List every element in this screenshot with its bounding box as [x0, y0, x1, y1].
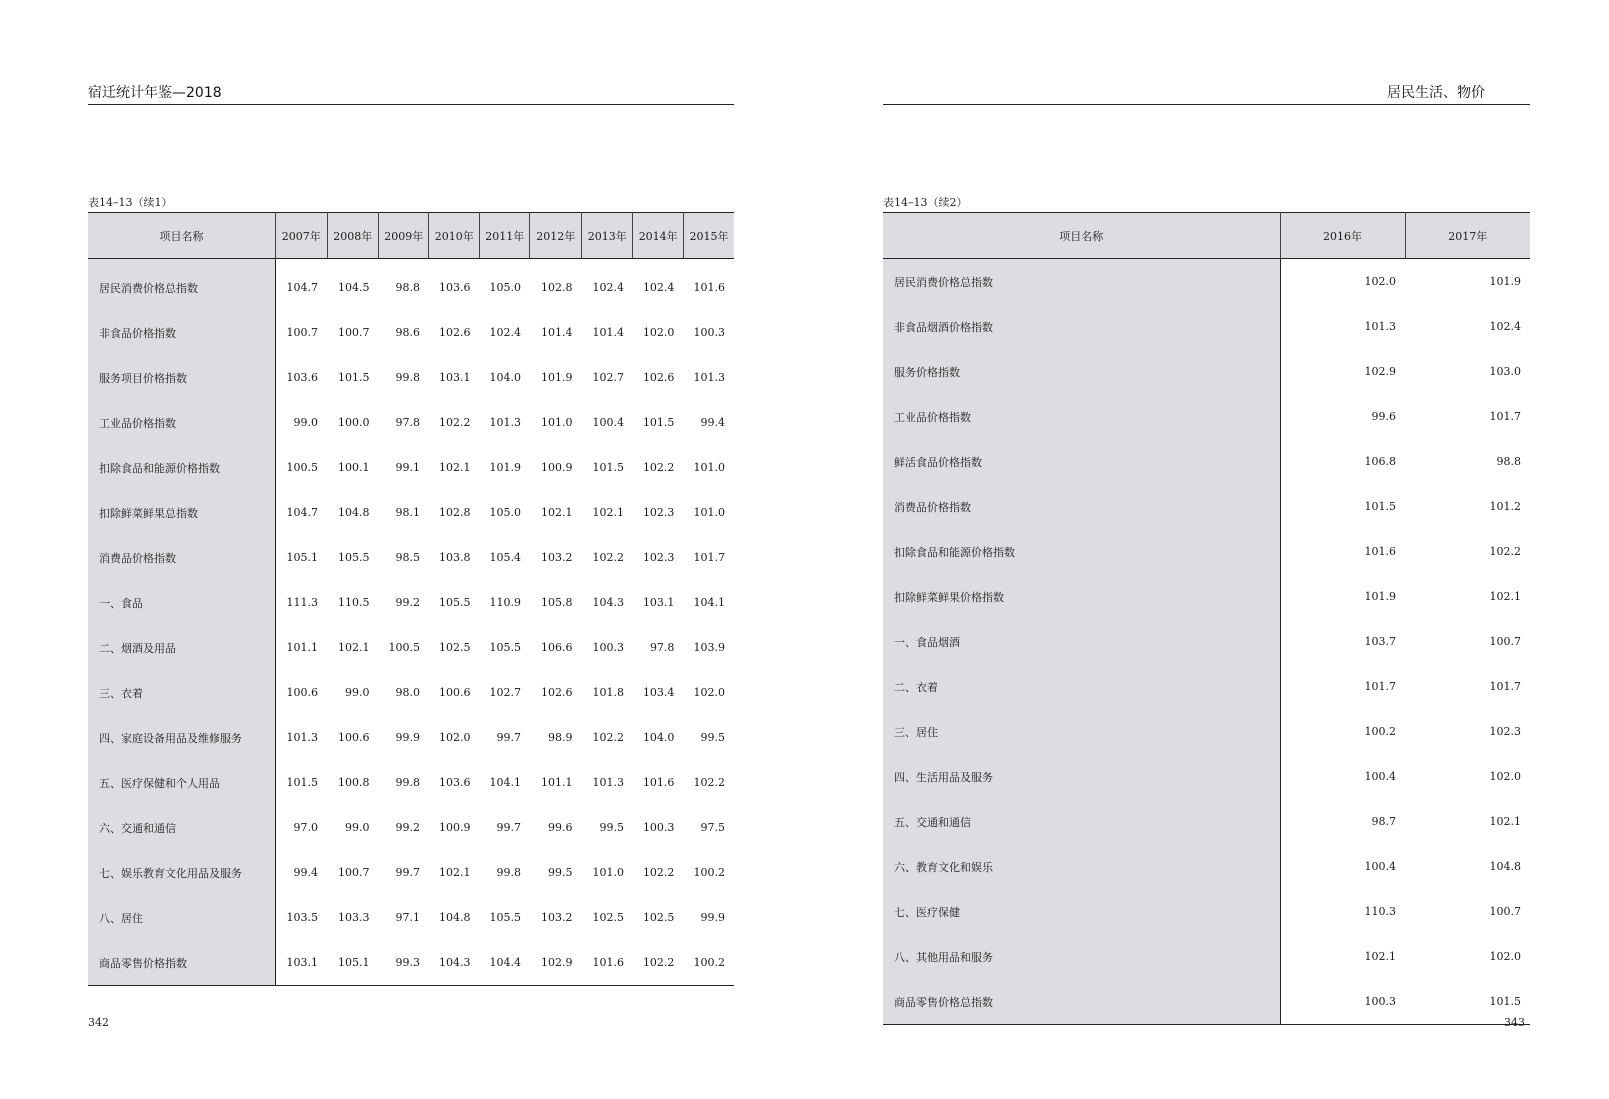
row-label: 二、衣着 — [883, 664, 1280, 709]
column-header-year: 2017年 — [1405, 213, 1530, 259]
row-label: 工业品价格指数 — [883, 394, 1280, 439]
table-row — [883, 529, 1530, 574]
row-label: 工业品价格指数 — [88, 400, 276, 445]
row-label: 服务项目价格指数 — [88, 355, 276, 400]
index-value: 101.6 — [642, 776, 675, 789]
table-row — [88, 400, 734, 445]
index-value: 101.5 — [1489, 995, 1521, 1008]
index-value: 101.9 — [1364, 590, 1396, 603]
index-value: 101.3 — [489, 416, 521, 429]
index-value: 104.1 — [489, 776, 521, 789]
row-label: 二、烟酒及用品 — [88, 625, 276, 670]
index-value: 106.8 — [1364, 455, 1396, 468]
index-value: 101.2 — [1489, 500, 1521, 513]
row-label: 六、教育文化和娱乐 — [883, 844, 1280, 889]
table-row — [88, 850, 734, 895]
index-value: 101.0 — [540, 416, 573, 429]
index-value: 97.8 — [649, 641, 675, 654]
table-row — [883, 889, 1530, 934]
index-value: 105.8 — [540, 596, 573, 609]
index-value: 100.3 — [693, 326, 725, 339]
price-index-table — [883, 212, 1530, 1025]
header-rule — [883, 104, 1530, 105]
index-value: 101.5 — [1364, 500, 1396, 513]
index-value: 102.3 — [642, 551, 675, 564]
index-value: 102.5 — [438, 641, 471, 654]
index-value: 105.1 — [338, 956, 370, 969]
index-value: 102.2 — [438, 416, 471, 429]
index-value: 102.2 — [1489, 545, 1521, 558]
row-label: 八、其他用品和服务 — [883, 934, 1280, 979]
row-label: 扣除鲜菜鲜果价格指数 — [883, 574, 1280, 619]
index-value: 104.0 — [642, 731, 675, 744]
row-label: 六、交通和通信 — [88, 805, 276, 850]
table-row — [88, 625, 734, 670]
index-value: 100.7 — [1489, 905, 1521, 918]
index-value: 101.3 — [286, 731, 318, 744]
index-value: 100.9 — [438, 821, 471, 834]
index-value: 100.7 — [338, 326, 370, 339]
index-value: 105.4 — [489, 551, 521, 564]
table-row — [88, 535, 734, 580]
row-label: 四、家庭设备用品及维修服务 — [88, 715, 276, 760]
index-value: 99.8 — [496, 866, 521, 879]
index-value: 101.7 — [1489, 680, 1521, 693]
index-value: 102.1 — [438, 461, 471, 474]
index-value: 103.9 — [693, 641, 725, 654]
table-row — [88, 310, 734, 355]
table-row — [883, 574, 1530, 619]
index-value: 100.6 — [286, 686, 318, 699]
index-value: 100.0 — [338, 416, 370, 429]
column-header-year: 2013年 — [581, 213, 633, 259]
index-value: 99.5 — [547, 866, 573, 879]
row-label: 商品零售价格总指数 — [883, 979, 1280, 1025]
index-value: 101.7 — [1364, 680, 1396, 693]
row-label: 七、医疗保健 — [883, 889, 1280, 934]
index-value: 99.0 — [293, 416, 318, 429]
index-value: 99.4 — [700, 416, 725, 429]
table-body — [88, 259, 734, 986]
index-value: 106.6 — [540, 641, 573, 654]
index-value: 102.2 — [592, 551, 624, 564]
row-label: 服务价格指数 — [883, 349, 1280, 394]
index-value: 105.5 — [438, 596, 471, 609]
table-row — [88, 490, 734, 535]
index-value: 101.9 — [1489, 275, 1521, 288]
index-value: 104.3 — [592, 596, 624, 609]
table-row — [88, 259, 734, 311]
index-value: 99.8 — [395, 371, 420, 384]
row-label: 扣除食品和能源价格指数 — [883, 529, 1280, 574]
index-value: 101.5 — [338, 371, 370, 384]
table-row — [883, 439, 1530, 484]
row-label: 商品零售价格指数 — [88, 940, 276, 986]
index-value: 102.7 — [489, 686, 521, 699]
table-header — [883, 213, 1530, 259]
column-header-item-name: 项目名称 — [883, 213, 1280, 259]
index-value: 105.0 — [489, 506, 521, 519]
index-value: 104.7 — [286, 281, 318, 294]
index-value: 102.2 — [642, 461, 675, 474]
index-value: 103.6 — [438, 776, 471, 789]
index-value: 98.8 — [395, 281, 420, 294]
row-label: 五、医疗保健和个人用品 — [88, 760, 276, 805]
index-value: 101.0 — [693, 461, 725, 474]
index-value: 105.5 — [338, 551, 370, 564]
index-value: 102.4 — [592, 281, 624, 294]
index-value: 100.5 — [286, 461, 318, 474]
header-row — [883, 213, 1530, 259]
header-rule — [88, 104, 734, 105]
index-value: 99.7 — [496, 821, 521, 834]
index-value: 110.5 — [338, 596, 370, 609]
column-header-year: 2011年 — [479, 213, 529, 259]
index-value: 103.0 — [1489, 365, 1521, 378]
table-caption: 表14–13（续2） — [883, 196, 968, 209]
index-value: 102.1 — [1364, 950, 1396, 963]
row-label: 居民消费价格总指数 — [883, 259, 1280, 305]
table-row — [883, 979, 1530, 1025]
index-value: 100.7 — [286, 326, 318, 339]
column-header-year: 2008年 — [327, 213, 379, 259]
table-row — [883, 664, 1530, 709]
index-value: 101.4 — [540, 326, 573, 339]
index-value: 102.0 — [1489, 770, 1521, 783]
index-value: 103.1 — [286, 956, 318, 969]
index-value: 110.3 — [1364, 905, 1396, 918]
header-row — [88, 213, 734, 259]
column-header-year: 2015年 — [683, 213, 734, 259]
index-value: 100.3 — [592, 641, 624, 654]
index-value: 102.1 — [592, 506, 624, 519]
index-value: 102.6 — [540, 686, 573, 699]
table-row — [883, 709, 1530, 754]
index-value: 102.2 — [642, 866, 675, 879]
index-value: 102.8 — [540, 281, 573, 294]
column-header-year: 2007年 — [276, 213, 328, 259]
index-value: 101.7 — [693, 551, 725, 564]
index-value: 103.6 — [286, 371, 318, 384]
index-value: 98.6 — [395, 326, 420, 339]
table-row — [88, 760, 734, 805]
page-number: 343 — [1504, 1016, 1525, 1029]
index-value: 101.0 — [592, 866, 624, 879]
index-value: 100.3 — [1364, 995, 1396, 1008]
index-value: 100.9 — [540, 461, 573, 474]
running-head: 居民生活、物价 — [1387, 85, 1485, 101]
index-value: 98.0 — [395, 686, 420, 699]
index-value: 100.6 — [338, 731, 370, 744]
table-row — [88, 715, 734, 760]
index-value: 101.4 — [592, 326, 624, 339]
index-value: 102.0 — [693, 686, 725, 699]
index-value: 102.5 — [592, 911, 624, 924]
index-value: 104.8 — [1489, 860, 1521, 873]
row-label: 消费品价格指数 — [88, 535, 276, 580]
row-label: 四、生活用品及服务 — [883, 754, 1280, 799]
row-label: 一、食品 — [88, 580, 276, 625]
index-value: 101.6 — [693, 281, 725, 294]
index-value: 104.1 — [693, 596, 725, 609]
index-value: 100.4 — [1364, 860, 1396, 873]
index-value: 102.1 — [1489, 590, 1521, 603]
index-value: 104.8 — [438, 911, 471, 924]
index-value: 97.1 — [395, 911, 420, 924]
column-header-year: 2014年 — [633, 213, 683, 259]
index-value: 101.1 — [286, 641, 318, 654]
index-value: 100.1 — [338, 461, 370, 474]
right-page — [805, 0, 1609, 1099]
index-value: 99.5 — [700, 731, 725, 744]
index-value: 99.3 — [395, 956, 420, 969]
table-body — [883, 259, 1530, 1025]
index-value: 102.0 — [438, 731, 471, 744]
index-value: 104.4 — [489, 956, 521, 969]
index-value: 99.0 — [345, 686, 370, 699]
index-value: 103.1 — [438, 371, 471, 384]
column-header-year: 2016年 — [1280, 213, 1405, 259]
index-value: 104.5 — [338, 281, 370, 294]
index-value: 111.3 — [286, 596, 318, 609]
row-label: 三、衣着 — [88, 670, 276, 715]
index-value: 105.1 — [286, 551, 318, 564]
row-label: 居民消费价格总指数 — [88, 259, 276, 311]
index-value: 102.6 — [438, 326, 471, 339]
index-value: 103.7 — [1364, 635, 1396, 648]
index-value: 104.8 — [338, 506, 370, 519]
index-value: 98.5 — [395, 551, 420, 564]
index-value: 102.3 — [642, 506, 675, 519]
index-value: 104.7 — [286, 506, 318, 519]
index-value: 101.0 — [693, 506, 725, 519]
index-value: 97.0 — [293, 821, 318, 834]
index-value: 102.4 — [642, 281, 675, 294]
index-value: 99.0 — [345, 821, 370, 834]
row-label: 消费品价格指数 — [883, 484, 1280, 529]
index-value: 105.5 — [489, 641, 521, 654]
index-value: 100.7 — [338, 866, 370, 879]
index-value: 105.5 — [489, 911, 521, 924]
index-value: 100.4 — [1364, 770, 1396, 783]
index-value: 100.5 — [388, 641, 420, 654]
price-index-table — [88, 212, 734, 986]
index-value: 97.8 — [395, 416, 420, 429]
table-row — [88, 670, 734, 715]
row-label: 七、娱乐教育文化用品及服务 — [88, 850, 276, 895]
index-value: 102.4 — [1489, 320, 1521, 333]
table-header — [88, 213, 734, 259]
index-value: 99.5 — [599, 821, 624, 834]
index-value: 101.6 — [1364, 545, 1396, 558]
index-value: 102.5 — [642, 911, 675, 924]
index-value: 102.9 — [540, 956, 573, 969]
index-value: 100.3 — [642, 821, 675, 834]
table-row — [883, 934, 1530, 979]
index-value: 102.9 — [1364, 365, 1396, 378]
table-row — [88, 805, 734, 850]
table-row — [883, 259, 1530, 305]
index-value: 99.9 — [700, 911, 725, 924]
index-value: 104.3 — [438, 956, 471, 969]
column-header-item-name: 项目名称 — [88, 213, 276, 259]
row-label: 一、食品烟酒 — [883, 619, 1280, 664]
index-value: 99.2 — [395, 596, 420, 609]
index-value: 99.2 — [395, 821, 420, 834]
index-value: 101.5 — [642, 416, 675, 429]
index-value: 99.8 — [395, 776, 420, 789]
index-value: 102.0 — [1489, 950, 1521, 963]
index-value: 102.7 — [592, 371, 624, 384]
index-value: 102.2 — [642, 956, 675, 969]
index-value: 101.9 — [540, 371, 573, 384]
index-value: 103.2 — [540, 551, 573, 564]
index-value: 103.2 — [540, 911, 573, 924]
index-value: 101.5 — [592, 461, 624, 474]
row-label: 鲜活食品价格指数 — [883, 439, 1280, 484]
index-value: 98.7 — [1371, 815, 1396, 828]
index-value: 101.8 — [592, 686, 624, 699]
index-value: 102.1 — [540, 506, 573, 519]
page-number: 342 — [88, 1016, 109, 1029]
table-row — [883, 484, 1530, 529]
index-value: 103.4 — [642, 686, 675, 699]
index-value: 102.8 — [438, 506, 471, 519]
index-value: 100.7 — [1489, 635, 1521, 648]
index-value: 103.3 — [338, 911, 370, 924]
table-row — [883, 304, 1530, 349]
row-label: 非食品烟酒价格指数 — [883, 304, 1280, 349]
index-value: 99.1 — [395, 461, 420, 474]
index-value: 102.1 — [1489, 815, 1521, 828]
table-caption: 表14–13（续1） — [88, 196, 173, 209]
row-label: 扣除鲜菜鲜果总指数 — [88, 490, 276, 535]
table-row — [88, 940, 734, 986]
index-value: 102.0 — [1364, 275, 1396, 288]
table-row — [883, 754, 1530, 799]
index-value: 102.1 — [438, 866, 471, 879]
column-header-year: 2012年 — [530, 213, 582, 259]
table-row — [883, 349, 1530, 394]
index-value: 110.9 — [489, 596, 521, 609]
table-row — [88, 355, 734, 400]
index-value: 100.8 — [338, 776, 370, 789]
index-value: 102.3 — [1489, 725, 1521, 738]
table-row — [883, 619, 1530, 664]
index-value: 98.8 — [1496, 455, 1521, 468]
column-header-year: 2009年 — [379, 213, 429, 259]
index-value: 101.5 — [286, 776, 318, 789]
row-label: 三、居住 — [883, 709, 1280, 754]
index-value: 102.6 — [642, 371, 675, 384]
index-value: 100.2 — [693, 956, 725, 969]
column-header-year: 2010年 — [429, 213, 479, 259]
index-value: 99.6 — [1371, 410, 1396, 423]
table-row — [88, 445, 734, 490]
row-label: 五、交通和通信 — [883, 799, 1280, 844]
index-value: 100.2 — [693, 866, 725, 879]
table-row — [88, 895, 734, 940]
index-value: 101.3 — [1364, 320, 1396, 333]
index-value: 102.2 — [592, 731, 624, 744]
index-value: 102.1 — [338, 641, 370, 654]
row-label: 非食品价格指数 — [88, 310, 276, 355]
index-value: 101.9 — [489, 461, 521, 474]
index-value: 100.6 — [438, 686, 471, 699]
table-row — [883, 394, 1530, 439]
index-value: 101.1 — [540, 776, 573, 789]
index-value: 98.9 — [547, 731, 573, 744]
index-value: 97.5 — [700, 821, 725, 834]
index-value: 101.6 — [592, 956, 624, 969]
running-head: 宿迁统计年鉴—2018 — [88, 85, 222, 101]
index-value: 99.7 — [496, 731, 521, 744]
table-row — [883, 799, 1530, 844]
table-row — [883, 844, 1530, 889]
index-value: 99.9 — [395, 731, 420, 744]
index-value: 102.2 — [693, 776, 725, 789]
index-value: 103.8 — [438, 551, 471, 564]
index-value: 103.6 — [438, 281, 471, 294]
row-label: 八、居住 — [88, 895, 276, 940]
index-value: 103.1 — [642, 596, 675, 609]
index-value: 102.0 — [642, 326, 675, 339]
index-value: 99.7 — [395, 866, 420, 879]
index-value: 99.4 — [293, 866, 318, 879]
index-value: 101.3 — [693, 371, 725, 384]
index-value: 101.3 — [592, 776, 624, 789]
index-value: 98.1 — [395, 506, 420, 519]
table-row — [88, 580, 734, 625]
index-value: 103.5 — [286, 911, 318, 924]
index-value: 104.0 — [489, 371, 521, 384]
index-value: 101.7 — [1489, 410, 1521, 423]
index-value: 100.2 — [1364, 725, 1396, 738]
index-value: 102.4 — [489, 326, 521, 339]
index-value: 100.4 — [592, 416, 624, 429]
row-label: 扣除食品和能源价格指数 — [88, 445, 276, 490]
index-value: 99.6 — [547, 821, 573, 834]
index-value: 105.0 — [489, 281, 521, 294]
